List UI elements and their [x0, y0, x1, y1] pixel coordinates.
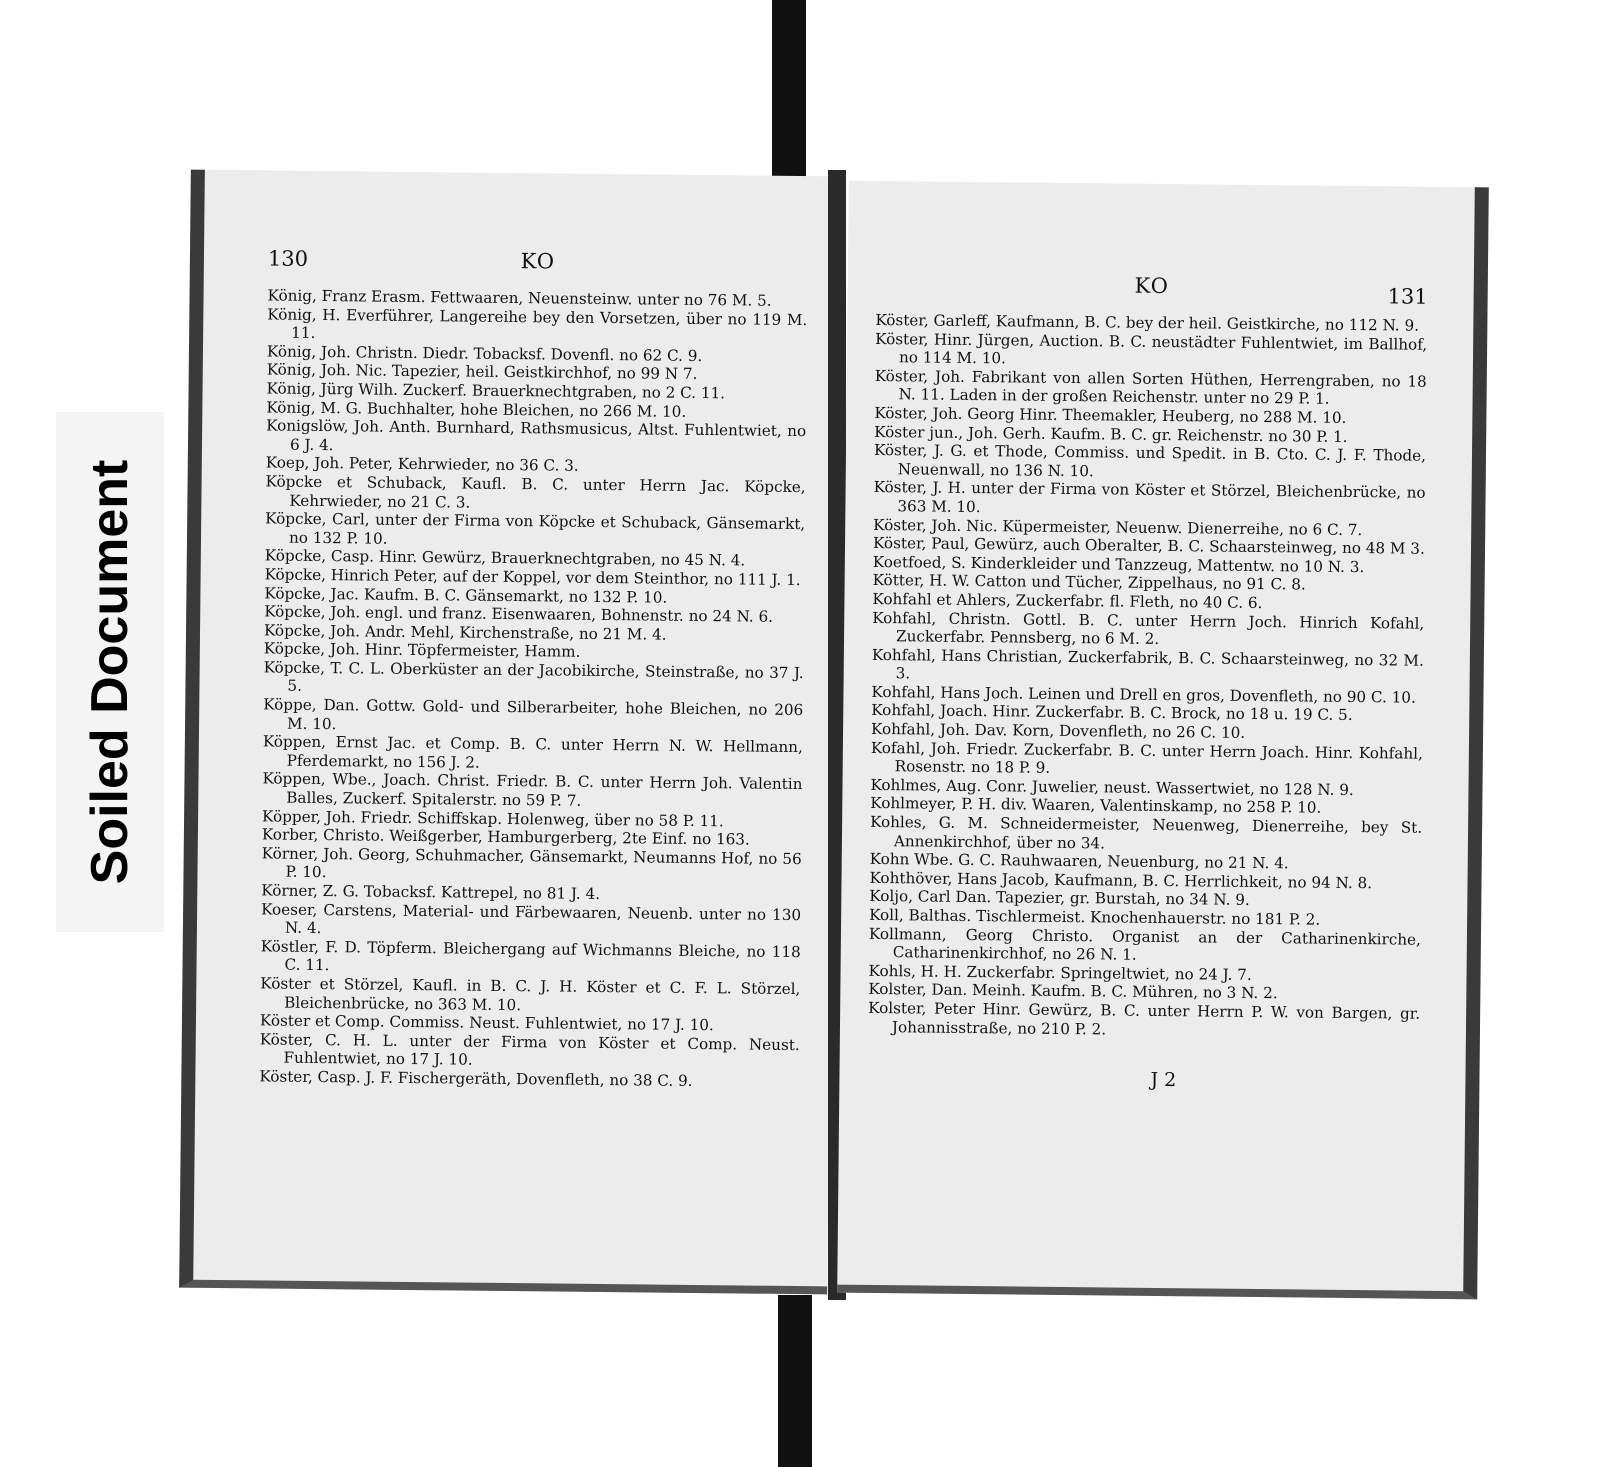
directory-entry: Kofahl, Joh. Friedr. Zuckerfabr. B. C. unter Herrn Joach. Hinr. Kohfahl, Rosenstr. no 18 P. 9. [870, 738, 1423, 778]
directory-entry: Kohn Wbe. G. C. Rauhwaaren, Neuenburg, no 21 N. 4. [869, 850, 1289, 873]
directory-entry: Korber, Christo. Weißgerber, Hamburgerberg, 2te Einf. no 163. [261, 825, 750, 849]
directory-entry: Kohlmes, Aug. Conr. Juwelier, neust. Wassertwiet, no 128 N. 9. [870, 775, 1354, 799]
directory-entry: Köster, Joh. Fabrikant von allen Sorten Hüthen, Herrengraben, no 18 N. 11. Laden in der großen Reichenstr. unter no 29 P. 1. [874, 366, 1427, 409]
directory-entry: Kohlmeyer, P. H. div. Waaren, Valentinskamp, no 258 P. 10. [870, 794, 1322, 818]
directory-entry: Köstler, F. D. Töpferm. Bleichergang auf Wichmanns Bleiche, no 118 C. 11. [260, 937, 801, 975]
directory-entry: Köster jun., Joh. Gerh. Kaufm. B. C. gr. Reichenstr. no 30 P. 1. [874, 422, 1348, 446]
directory-entry: Köpcke, Jac. Kaufm. B. C. Gänsemarkt, no 132 P. 10. [264, 583, 668, 607]
directory-entry: Köpcke et Schuback, Kaufl. B. C. unter Herrn Jac. Köpcke, Kehrwieder, no 21 C. 3. [265, 472, 806, 512]
directory-entry: Köster et Störzel, Kaufl. in B. C. J. H. Köster et C. F. L. Störzel, Bleichenbrücke, no 363 M. 10. [260, 974, 801, 1014]
running-head: KO [1134, 273, 1170, 299]
directory-entry: Köppen, Ernst Jac. et Comp. B. C. unter Herrn N. W. Hellmann, Pferdemarkt, no 156 J. 2. [262, 732, 803, 772]
directory-entry: Köpcke, Hinrich Peter, auf der Koppel, vor dem Steinthor, no 111 J. 1. [264, 565, 801, 589]
directory-entry: Kötter, H. W. Catton und Tücher, Zippelhaus, no 91 C. 8. [872, 571, 1306, 594]
directory-entry: Kohthöver, Hans Jacob, Kaufmann, B. C. Herrlichkeit, no 94 N. 8. [869, 868, 1373, 893]
directory-entry: Kollmann, Georg Christo. Organist an der Catharinenkirche, Catharinenkirchhof, no 26 N. 1. [868, 924, 1422, 964]
signature-mark: J 2 [1150, 1069, 1177, 1092]
directory-entry: Köpcke, Joh. Hinr. Töpfermeister, Hamm. [263, 639, 581, 662]
directory-entry: Köpcke, Casp. Hinr. Gewürz, Brauerknechtgraben, no 45 N. 4. [264, 546, 746, 570]
directory-entry: Köpcke, T. C. L. Oberküster an der Jacobikirche, Steinstraße, no 37 J. 5. [263, 658, 804, 696]
directory-entry: Köster, Hinr. Jürgen, Auction. B. C. neustädter Fuhlentwiet, im Ballhof, no 114 M. 10. [875, 329, 1428, 368]
directory-entry: Köster et Comp. Commiss. Neust. Fuhlentwiet, no 17 J. 10. [259, 1011, 714, 1035]
directory-entry: Köpper, Joh. Friedr. Schiffskap. Holenweg, über no 58 P. 11. [262, 807, 724, 830]
directory-entry: Kohls, H. H. Zuckerfabr. Springeltwiet, no 24 J. 7. [868, 961, 1252, 984]
directory-entry: Kolster, Peter Hinr. Gewürz, B. C. unter Herrn P. W. von Bargen, gr. Johannisstraße, no 210 P. 2. [868, 998, 1421, 1038]
directory-entry: Kohfahl, Hans Joch. Leinen und Drell en gros, Dovenfleth, no 90 C. 10. [871, 682, 1416, 707]
binding-strip-bottom [778, 1295, 812, 1467]
running-head: KO [520, 249, 556, 274]
directory-entry: Koetfoed, S. Kinderkleider und Tanzzeug, Mattentw. no 10 N. 3. [872, 552, 1365, 576]
soiled-document-label [56, 412, 164, 932]
directory-entries-right [868, 311, 1428, 1042]
binding-strip-top [772, 0, 806, 190]
directory-entry: Köster, Joh. Nic. Küpermeister, Neuenw. Dienerreihe, no 6 C. 7. [873, 515, 1363, 539]
directory-entry: Kohles, G. M. Schneidermeister, Neuenweg, Dienerreihe, bey St. Annenkirchhof, über no 34. [870, 812, 1423, 853]
directory-entry: Kolster, Dan. Meinh. Kaufm. B. C. Mühren, no 3 N. 2. [868, 980, 1278, 1003]
directory-entry: Koep, Joh. Peter, Kehrwieder, no 36 C. 3. [265, 453, 579, 476]
directory-entry: König, H. Everführer, Langereihe bey den Vorsetzen, über no 119 M. 11. [267, 305, 808, 343]
directory-entry: Kohfahl, Christn. Gottl. B. C. unter Herrn Joch. Hinrich Kofahl, Zuckerfabr. Pennsberg, no 6 M. 2. [872, 608, 1425, 649]
directory-entry: Konigslöw, Joh. Anth. Burnhard, Rathsmusicus, Altst. Fuhlentwiet, no 6 J. 4. [266, 416, 807, 454]
open-book [185, 170, 1485, 1300]
directory-entry: Köpcke, Carl, unter der Firma von Köpcke et Schuback, Gänsemarkt, no 132 P. 10. [265, 509, 806, 548]
directory-entry: Kohfahl et Ahlers, Zuckerfabr. fl. Fleth, no 40 C. 6. [872, 589, 1263, 612]
directory-entries-left [259, 286, 807, 1091]
directory-entry: Köpcke, Joh. Andr. Mehl, Kirchenstraße, no 21 M. 4. [263, 621, 667, 644]
directory-entry: Kohfahl, Hans Christian, Zuckerfabrik, B. C. Schaarsteinweg, no 32 M. 3. [871, 645, 1424, 683]
page-number: 131 [1387, 284, 1428, 309]
directory-entry: Köppen, Wbe., Joach. Christ. Friedr. B. C. unter Herrn Joh. Valentin Balles, Zuckerf. Spitalerstr. no 59 P. 7. [262, 769, 803, 810]
directory-entry: König, Jürg Wilh. Zuckerf. Brauerknechtgraben, no 2 C. 11. [266, 379, 726, 403]
directory-entry: Köpcke, Joh. engl. und franz. Eisenwaaren, Bohnenstr. no 24 N. 6. [264, 602, 774, 626]
right-page [837, 181, 1489, 1300]
directory-entry: Köster, Casp. J. F. Fischergeräth, Dovenfleth, no 38 C. 9. [259, 1067, 693, 1090]
left-page-header [268, 246, 808, 288]
directory-entry: Köster, C. H. L. unter der Firma von Köster et Comp. Neust. Fuhlentwiet, no 17 J. 10. [259, 1030, 800, 1069]
directory-entry: König, Joh. Nic. Tapezier, heil. Geistkirchhof, no 99 N 7. [266, 360, 698, 384]
directory-entry: Köster, J. H. unter der Firma von Köster et Störzel, Bleichenbrücke, no 363 M. 10. [873, 478, 1426, 517]
directory-entry: Kohfahl, Joh. Dav. Korn, Dovenfleth, no 26 C. 10. [871, 720, 1246, 742]
directory-entry: König, Franz Erasm. Fettwaaren, Neuensteinw. unter no 76 M. 5. [267, 286, 772, 310]
right-page-header [876, 271, 1428, 313]
directory-entry: Köster, J. G. et Thode, Commiss. und Spedit. in B. Cto. C. J. F. Thode, Neuenwall, no 136 N. 10. [873, 441, 1427, 481]
page-number: 130 [267, 246, 309, 271]
directory-entry: Koljo, Carl Dan. Tapezier, gr. Burstah, no 34 N. 9. [869, 887, 1250, 910]
directory-entry: Koeser, Carstens, Material- und Färbewaaren, Neuenb. unter no 130 N. 4. [261, 900, 802, 938]
directory-entry: Kohfahl, Joach. Hinr. Zuckerfabr. B. C. Brock, no 18 u. 19 C. 5. [871, 701, 1353, 725]
label-text: Soiled Document [81, 459, 139, 885]
directory-entry: Köster, Paul, Gewürz, auch Oberalter, B. C. Schaarsteinweg, no 48 M 3. [872, 534, 1425, 558]
directory-entry: Köppe, Dan. Gottw. Gold- und Silberarbeiter, hohe Bleichen, no 206 M. 10. [263, 695, 804, 733]
directory-entry: König, Joh. Christn. Diedr. Tobacksf. Dovenfl. no 62 C. 9. [266, 342, 703, 365]
left-page [179, 170, 839, 1295]
directory-entry: König, M. G. Buchhalter, hohe Bleichen, no 266 M. 10. [266, 398, 687, 421]
directory-entry: Köster, Joh. Georg Hinr. Theemakler, Heuberg, no 288 M. 10. [874, 403, 1347, 427]
directory-entry: Körner, Joh. Georg, Schuhmacher, Gänsemarkt, Neumanns Hof, no 56 P. 10. [261, 844, 802, 882]
directory-entry: Koll, Balthas. Tischlermeist. Knochenhauerstr. no 181 P. 2. [869, 905, 1321, 929]
directory-entry: Köster, Garleff, Kaufmann, B. C. bey der heil. Geistkirche, no 112 N. 9. [875, 310, 1420, 335]
directory-entry: Körner, Z. G. Tobacksf. Kattrepel, no 81 J. 4. [261, 881, 601, 903]
